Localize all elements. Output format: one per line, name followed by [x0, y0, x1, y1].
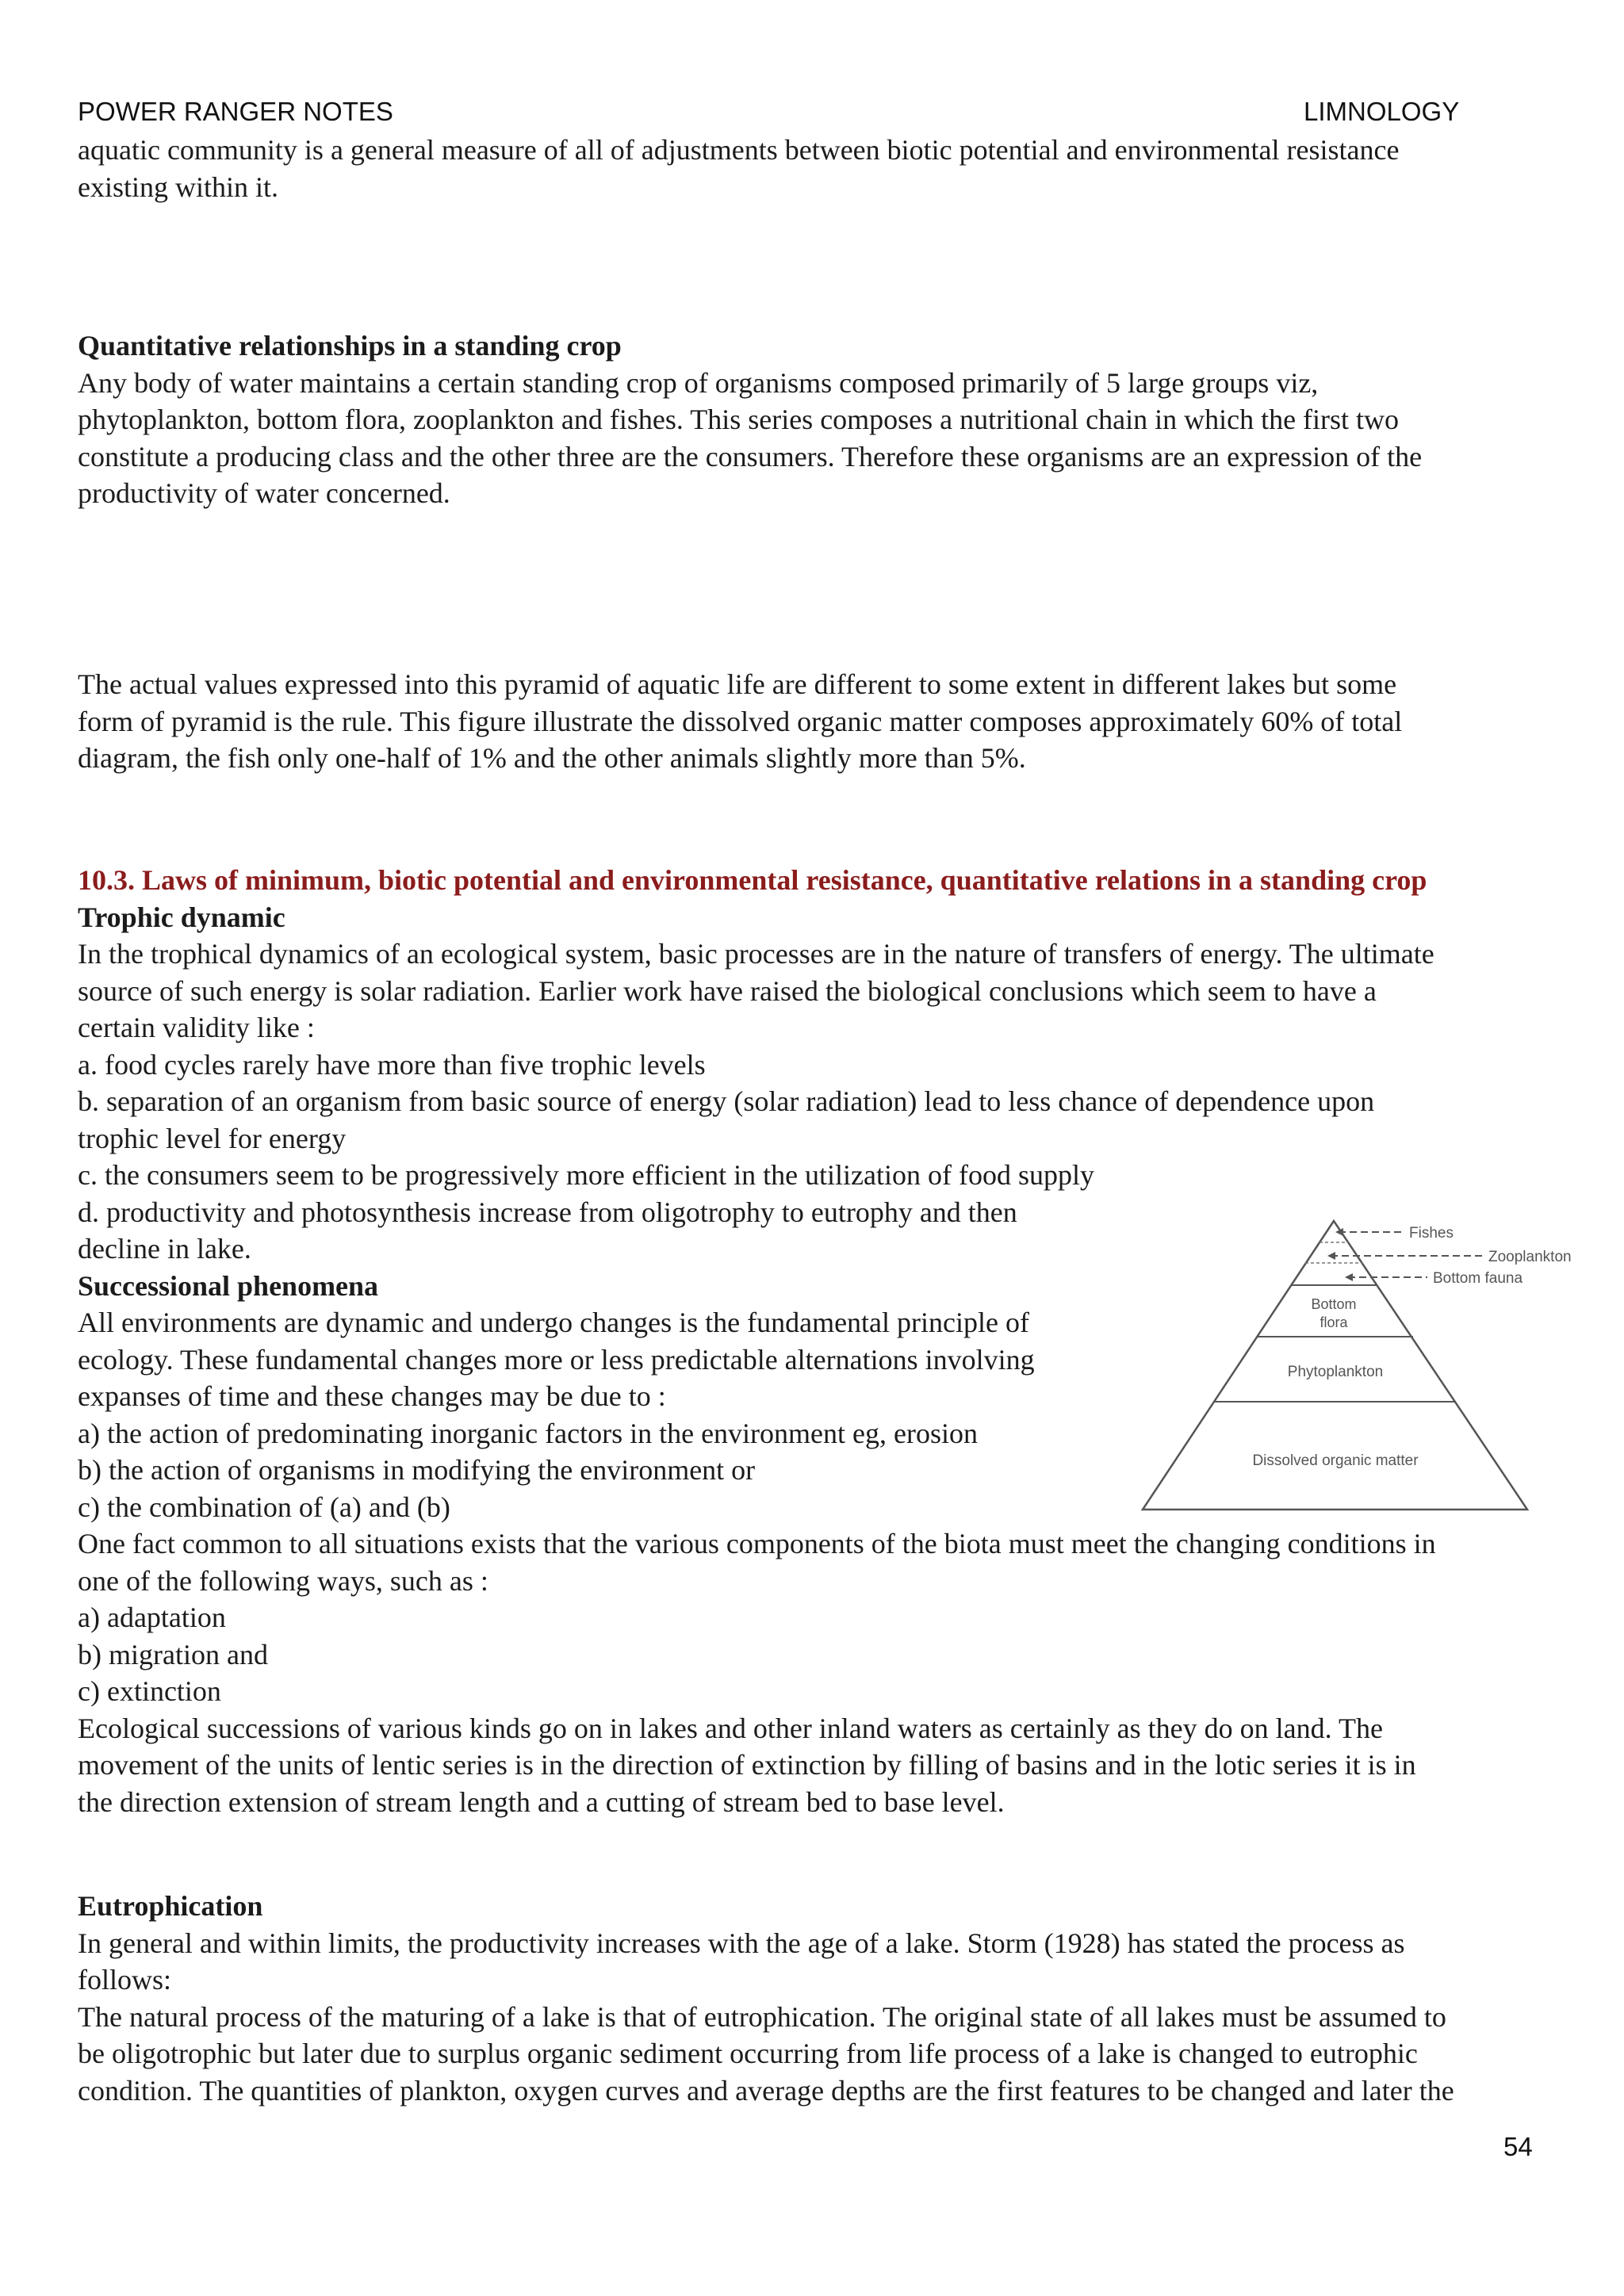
- list-item: c) extinction: [78, 1675, 221, 1707]
- level-label-bottom-flora-line2: flora: [1320, 1314, 1348, 1330]
- text-line: form of pyramid is the rule. This figure illustrate the dissolved organic matter composes approximately 60% of total: [78, 705, 1403, 737]
- text-line: one of the following ways, such as :: [78, 1564, 488, 1597]
- list-item: b. separation of an organism from basic source of energy (solar radiation) lead to less chance of dependence upon: [78, 1085, 1375, 1117]
- level-label-dissolved-organic-matter: Dissolved organic matter: [1252, 1452, 1419, 1469]
- pointer-label-bottom-fauna: Bottom fauna: [1433, 1270, 1523, 1287]
- pyramid-diagram: [1136, 1218, 1595, 1519]
- list-item: b) migration and: [78, 1638, 268, 1670]
- text-line: The natural process of the maturing of a lake is that of eutrophication. The original state of all lakes must be assumed to: [78, 2000, 1446, 2033]
- list-item: a) the action of predominating inorganic factors in the environment eg, erosion: [78, 1417, 978, 1449]
- text-line: All environments are dynamic and undergo changes is the fundamental principle of: [78, 1307, 1029, 1338]
- list-item: decline in lake.: [78, 1233, 251, 1265]
- level-label-phytoplankton: Phytoplankton: [1287, 1364, 1384, 1380]
- list-item: c. the consumers seem to be progressively more efficient in the utilization of food supply: [78, 1159, 1095, 1191]
- quantitative-section: [78, 327, 1422, 512]
- list-item: a. food cycles rarely have more than five trophic levels: [78, 1048, 706, 1081]
- text-line: expanses of time and these changes may be due to :: [78, 1380, 666, 1412]
- eutrophication-section: [78, 1888, 1454, 2109]
- text-line: ecology. These fundamental changes more or less predictable alternations involving: [78, 1343, 1035, 1376]
- list-item: c) the combination of (a) and (b): [78, 1490, 450, 1523]
- text-line: movement of the units of lentic series is in the direction of extinction by filling of basins and in the lotic series it is in: [78, 1749, 1416, 1781]
- text-line: In the trophical dynamics of an ecological system, basic processes are in the nature of transfers of energy. The ultimate: [78, 938, 1434, 970]
- pointer-label-fishes: Fishes: [1409, 1225, 1454, 1242]
- pyramid-values-paragraph: [78, 666, 1402, 777]
- section-heading: Quantitative relationships in a standing crop: [78, 330, 622, 362]
- text-line: certain validity like :: [78, 1012, 315, 1043]
- subsection-heading: Eutrophication: [78, 1890, 263, 1922]
- running-header-subject: LIMNOLOGY: [1304, 97, 1460, 126]
- text-line: productivity of water concerned.: [78, 477, 450, 509]
- text-line: Any body of water maintains a certain standing crop of organisms composed primarily of 5 large groups viz,: [78, 366, 1319, 399]
- text-line: constitute a producing class and the other three are the consumers. Therefore these organisms are an expression of the: [78, 440, 1423, 473]
- list-item: b) the action of organisms in modifying the environment or: [78, 1454, 756, 1486]
- text-line: follows:: [78, 1964, 172, 1996]
- running-header-title: POWER RANGER NOTES: [78, 97, 393, 126]
- arrow-left-icon: [1327, 1252, 1335, 1260]
- text-line: The actual values expressed into this pyramid of aquatic life are different to some extent in different lakes but some: [78, 668, 1397, 700]
- text-line: source of such energy is solar radiation. Earlier work have raised the biological conclusions which seem to have a: [78, 974, 1377, 1007]
- list-item: d. productivity and photosynthesis increase from oligotrophy to eutrophy and then: [78, 1196, 1017, 1228]
- text-line: be oligotrophic but later due to surplus organic sediment occurring from life process of a lake is changed to eutrophic: [78, 2038, 1418, 2069]
- text-line: Ecological successions of various kinds go on in lakes and other inland waters as certainly as they do on land. The: [78, 1712, 1383, 1744]
- arrow-left-icon: [1345, 1273, 1353, 1281]
- text-line: phytoplankton, bottom flora, zooplankton and fishes. This series composes a nutritional chain in which the first two: [78, 404, 1400, 435]
- text-line: diagram, the fish only one-half of 1% and the other animals slightly more than 5%.: [78, 742, 1026, 774]
- text-line: existing within it.: [78, 170, 279, 203]
- list-item: trophic level for energy: [78, 1122, 347, 1154]
- text-line: condition. The quantities of plankton, oxygen curves and average depths are the first features to be changed and later the: [78, 2074, 1454, 2107]
- list-item: a) adaptation: [78, 1601, 226, 1633]
- section-title: 10.3. Laws of minimum, biotic potential and environmental resistance, quantitative relations in a standing crop: [78, 864, 1427, 896]
- page-number: 54: [1503, 2132, 1533, 2161]
- level-label-bottom-flora-line1: Bottom: [1311, 1296, 1357, 1312]
- intro-paragraph: [78, 132, 1399, 205]
- text-line: aquatic community is a general measure of all of adjustments between biotic potential and environmental resistance: [78, 134, 1400, 166]
- pyramid-figure: [1136, 1218, 1595, 1519]
- text-line: In general and within limits, the productivity increases with the age of a lake. Storm (1928) has stated the process as: [78, 1927, 1405, 1959]
- text-line: the direction extension of stream length and a cutting of stream bed to base level.: [78, 1785, 1005, 1818]
- subsection-heading: Trophic dynamic: [78, 901, 285, 933]
- pointer-label-zooplankton: Zooplankton: [1488, 1249, 1572, 1265]
- text-line: One fact common to all situations exists that the various components of the biota must meet the changing conditions in: [78, 1528, 1436, 1559]
- subsection-heading: Successional phenomena: [78, 1269, 379, 1302]
